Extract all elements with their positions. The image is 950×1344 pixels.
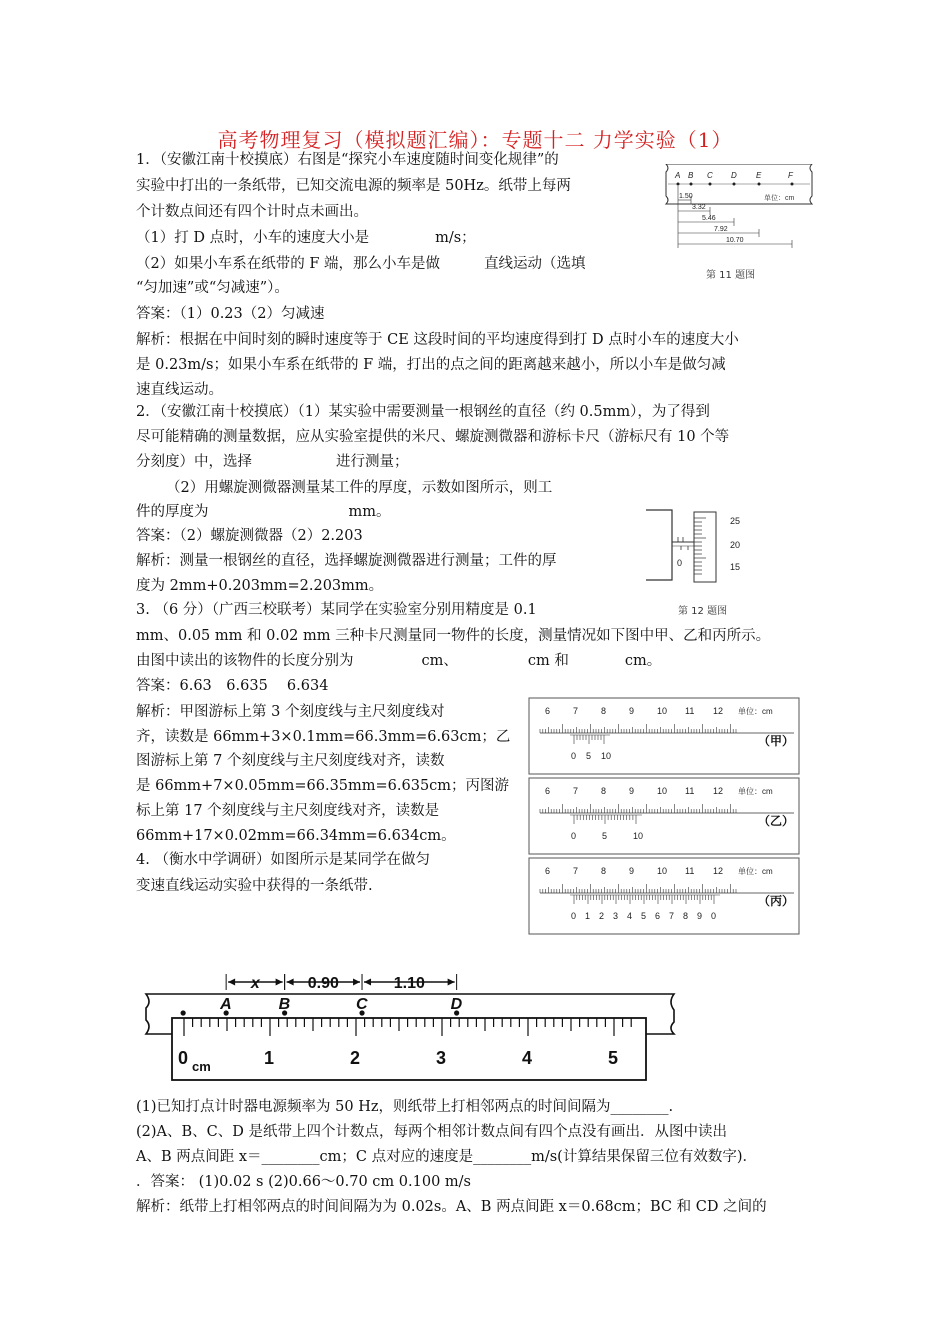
caliper-main-label: 8 xyxy=(601,786,607,796)
q3-blank-suffix: cm。 xyxy=(624,653,662,669)
q2-line: 2．（安徽江南十校摸底）（1）某实验中需要测量一根钢丝的直径（约 0.5mm），为了得到 xyxy=(136,404,710,420)
caliper-main-label: 10 xyxy=(657,706,668,716)
caliper-panel xyxy=(529,698,799,774)
q1-line xyxy=(136,228,476,248)
q3-answer: 答案：6.63 6.635 6.634 xyxy=(136,678,329,694)
q3-explanation: 66mm+17×0.02mm=66.34mm=6.634cm。 xyxy=(136,828,456,844)
tape-point-label: A xyxy=(220,996,232,1013)
q3-explanation: 齐，读数是 66mm+3×0.1mm=66.3mm=6.63cm；乙 xyxy=(136,729,511,745)
caliper-main-label: 6 xyxy=(545,866,551,876)
ruler-unit: cm xyxy=(192,1059,211,1074)
tape-dim-arrow xyxy=(287,979,294,986)
q1-answer: 答案：（1）0.23（2）匀减速 xyxy=(136,306,325,322)
caliper-figures xyxy=(528,697,800,939)
caliper-panel xyxy=(529,778,799,854)
caliper-name: （甲） xyxy=(758,734,795,748)
ruler-label: 0 xyxy=(178,1048,189,1068)
q1-line: 实验中打出的一条纸带，已知交流电源的频率是 50Hz。纸带上每两 xyxy=(136,178,571,194)
q3-line: 3. （6 分）（广西三校联考）某同学在实验室分别用精度是 0.1 xyxy=(136,602,537,618)
tape-dim-arrow xyxy=(228,979,235,986)
page-title: 高考物理复习（模拟题汇编）：专题十二 力学实验（1） xyxy=(217,128,733,152)
q1-blank-prefix: （1）打 D 点时，小车的速度大小是 xyxy=(136,230,370,246)
q3-line: mm、0.05 mm 和 0.02 mm 三种卡尺测量同一物件的长度，测量情况如下图中甲、乙和丙所示。 xyxy=(136,628,771,644)
q4-part: A、B 两点间距 x＝________cm；C 点对应的速度是________m/s(计算结果保留三位有效数字)． xyxy=(136,1149,757,1165)
caliper-name: （乙） xyxy=(758,814,795,828)
ruler-label: 2 xyxy=(350,1048,361,1068)
q1-line: 个计数点间还有四个计时点未画出。 xyxy=(136,204,368,220)
caliper-vernier-label: 5 xyxy=(641,911,647,921)
fig12-scale-label: 20 xyxy=(730,540,741,550)
caliper-main-label: 8 xyxy=(601,866,607,876)
q3-explanation: 是 66mm+7×0.05mm=66.35mm=6.635cm；丙图游 xyxy=(136,778,510,794)
tape-point-label: B xyxy=(278,996,291,1013)
caliper-main-label: 12 xyxy=(713,706,724,716)
tape-dim-arrow xyxy=(448,979,455,986)
q4-answer: ．答案： (1)0.02 s (2)0.66～0.70 cm 0.100 m/s xyxy=(136,1174,471,1190)
caliper-vernier-label: 8 xyxy=(683,911,689,921)
caliper-main-label: 9 xyxy=(629,706,635,716)
caliper-main-label: 7 xyxy=(573,866,579,876)
ruler-label: 4 xyxy=(522,1048,533,1068)
fig11-dimension: 10.70 xyxy=(726,237,744,244)
fig11-point-label: A xyxy=(675,171,681,180)
tape-dim-arrow xyxy=(364,979,371,986)
caliper-vernier-label: 0 xyxy=(571,751,577,761)
caliper-unit: 单位：cm xyxy=(738,707,773,716)
caliper-vernier-label: 3 xyxy=(613,911,619,921)
figure-11-caption: 第 11 题图 xyxy=(706,270,756,281)
caliper-panel xyxy=(529,858,799,934)
fig11-dimension: 5.46 xyxy=(702,215,716,222)
q1-blank-suffix: 直线运动（选填 xyxy=(484,256,586,272)
fig12-scale-label: 25 xyxy=(730,516,741,526)
caliper-main-label: 6 xyxy=(545,706,551,716)
q2-explanation: 度为 2mm+0.203mm=2.203mm。 xyxy=(136,578,384,594)
fig11-unit: 单位：cm xyxy=(764,195,795,202)
q3-blank-prefix: 由图中读出的该物件的长度分别为 xyxy=(136,653,354,669)
caliper-main-label: 11 xyxy=(685,706,695,716)
caliper-main-label: 11 xyxy=(685,786,695,796)
q4-part: (1)已知打点计时器电源频率为 50 Hz，则纸带上打相邻两点的时间间隔为________. xyxy=(136,1099,674,1115)
tape-figure xyxy=(136,968,680,1084)
caliper-main-label: 10 xyxy=(657,786,668,796)
figure-12-micrometer xyxy=(642,506,758,586)
fig12-zero: 0 xyxy=(677,558,683,568)
q1-line: 1．（安徽江南十校摸底）右图是“探究小车速度随时间变化规律”的 xyxy=(136,152,559,168)
fig11-point-label: F xyxy=(788,171,793,180)
caliper-main-label: 10 xyxy=(657,866,668,876)
caliper-main-label: 12 xyxy=(713,786,724,796)
q1-line xyxy=(136,254,586,274)
caliper-vernier-label: 10 xyxy=(601,751,612,761)
caliper-vernier-label: 5 xyxy=(586,751,592,761)
q1-explanation: 是 0.23m/s；如果小车系在纸带的 F 端，打出的点之间的距离越来越小，所以小车是做匀减 xyxy=(136,357,726,373)
caliper-unit: 单位：cm xyxy=(738,787,773,796)
caliper-vernier-label: 10 xyxy=(633,831,644,841)
q3-explanation: 解析：甲图游标上第 3 个刻度线与主尺刻度线对 xyxy=(136,704,445,720)
q2-blank-suffix: mm。 xyxy=(348,504,391,520)
tape-dot xyxy=(181,1010,186,1015)
fig11-point-label: D xyxy=(731,171,737,180)
caliper-vernier-label: 2 xyxy=(599,911,605,921)
caliper-main-label: 8 xyxy=(601,706,607,716)
tape-dim-label: 0.90 xyxy=(307,975,339,992)
caliper-unit: 单位：cm xyxy=(738,867,773,876)
caliper-vernier-label: 7 xyxy=(669,911,675,921)
q3-line xyxy=(136,651,661,671)
caliper-vernier-label: 6 xyxy=(655,911,661,921)
caliper-vernier-label: 4 xyxy=(627,911,633,921)
q1-explanation: 速直线运动。 xyxy=(136,382,223,398)
q2-answer: 答案：（2）螺旋测微器（2）2.203 xyxy=(136,528,363,544)
q2-blank-suffix: 进行测量； xyxy=(336,454,409,470)
q3-explanation: 图游标上第 7 个刻度线与主尺刻度线对齐，读数 xyxy=(136,753,445,769)
fig11-point-label: E xyxy=(756,171,762,180)
q4-part: (2)A、B、C、D 是纸带上四个计数点，每两个相邻计数点间有四个点没有画出．从图中读出 xyxy=(136,1124,727,1140)
fig11-dimension: 1.50 xyxy=(679,193,693,200)
caliper-vernier-label: 9 xyxy=(697,911,703,921)
tape-dim-arrow xyxy=(353,979,360,986)
ruler-body xyxy=(172,1018,646,1080)
fig12-scale-label: 15 xyxy=(730,562,741,572)
caliper-vernier-label: 0 xyxy=(571,911,577,921)
q2-line xyxy=(136,452,409,472)
q3-blank-suffix: cm、 xyxy=(421,653,458,669)
caliper-main-label: 9 xyxy=(629,866,635,876)
fig11-dimension: 7.92 xyxy=(714,226,728,233)
caliper-main-label: 11 xyxy=(685,866,695,876)
caliper-vernier-label: 0 xyxy=(571,831,577,841)
ruler-label: 3 xyxy=(436,1048,447,1068)
caliper-vernier-label: 5 xyxy=(602,831,608,841)
caliper-vernier-label: 1 xyxy=(585,911,591,921)
caliper-vernier-label: 0 xyxy=(711,911,717,921)
figure-12-caption: 第 12 题图 xyxy=(678,606,728,617)
q2-blank-prefix: 件的厚度为 xyxy=(136,504,209,520)
tape-point-label: D xyxy=(450,996,463,1013)
ruler-label: 1 xyxy=(264,1048,275,1068)
tape-dim-label: 1.10 xyxy=(393,975,425,992)
figure-11-tape xyxy=(664,164,814,270)
q3-explanation: 标上第 17 个刻度线与主尺刻度线对齐，读数是 xyxy=(136,803,440,819)
ruler-label: 5 xyxy=(608,1048,619,1068)
tape-point-label: C xyxy=(356,996,368,1013)
q2-blank-prefix: 分刻度）中，选择 xyxy=(136,454,252,470)
caliper-main-label: 9 xyxy=(629,786,635,796)
caliper-main-label: 7 xyxy=(573,786,579,796)
caliper-main-label: 12 xyxy=(713,866,724,876)
q4-line: 变速直线运动实验中获得的一条纸带. xyxy=(136,878,373,894)
caliper-name: （丙） xyxy=(758,894,795,908)
q2-line xyxy=(136,502,391,522)
fig11-point-label: B xyxy=(688,171,694,180)
tape-dim-label: x xyxy=(250,975,260,992)
q1-line: “匀加速”或“匀减速”）。 xyxy=(136,280,289,296)
fig11-dimension: 3.32 xyxy=(692,204,706,211)
q3-blank-suffix: cm 和 xyxy=(527,653,569,669)
q4-line: 4. （衡水中学调研）如图所示是某同学在做匀 xyxy=(136,852,430,868)
q1-blank-prefix: （2）如果小车系在纸带的 F 端，那么小车是做 xyxy=(136,256,441,272)
fig11-point-label: C xyxy=(707,171,713,180)
tape-dim-arrow xyxy=(276,979,283,986)
caliper-main-label: 7 xyxy=(573,706,579,716)
q4-explanation: 解析：纸带上打相邻两点的时间间隔为为 0.02s。A、B 两点间距 x＝0.68cm；BC 和 CD 之间的 xyxy=(136,1199,767,1215)
caliper-main-label: 6 xyxy=(545,786,551,796)
q1-blank-suffix: m/s； xyxy=(435,230,476,246)
q2-line: 尽可能精确的测量数据，应从实验室提供的米尺、螺旋测微器和游标卡尺（游标尺有 10 个等 xyxy=(136,429,730,445)
q1-explanation: 解析：根据在中间时刻的瞬时速度等于 CE 这段时间的平均速度得到打 D 点时小车的速度大小 xyxy=(136,332,739,348)
q2-line: （2）用螺旋测微器测量某工件的厚度，示数如图所示，则工 xyxy=(166,480,553,496)
q2-explanation: 解析：测量一根钢丝的直径，选择螺旋测微器进行测量；工件的厚 xyxy=(136,553,557,569)
